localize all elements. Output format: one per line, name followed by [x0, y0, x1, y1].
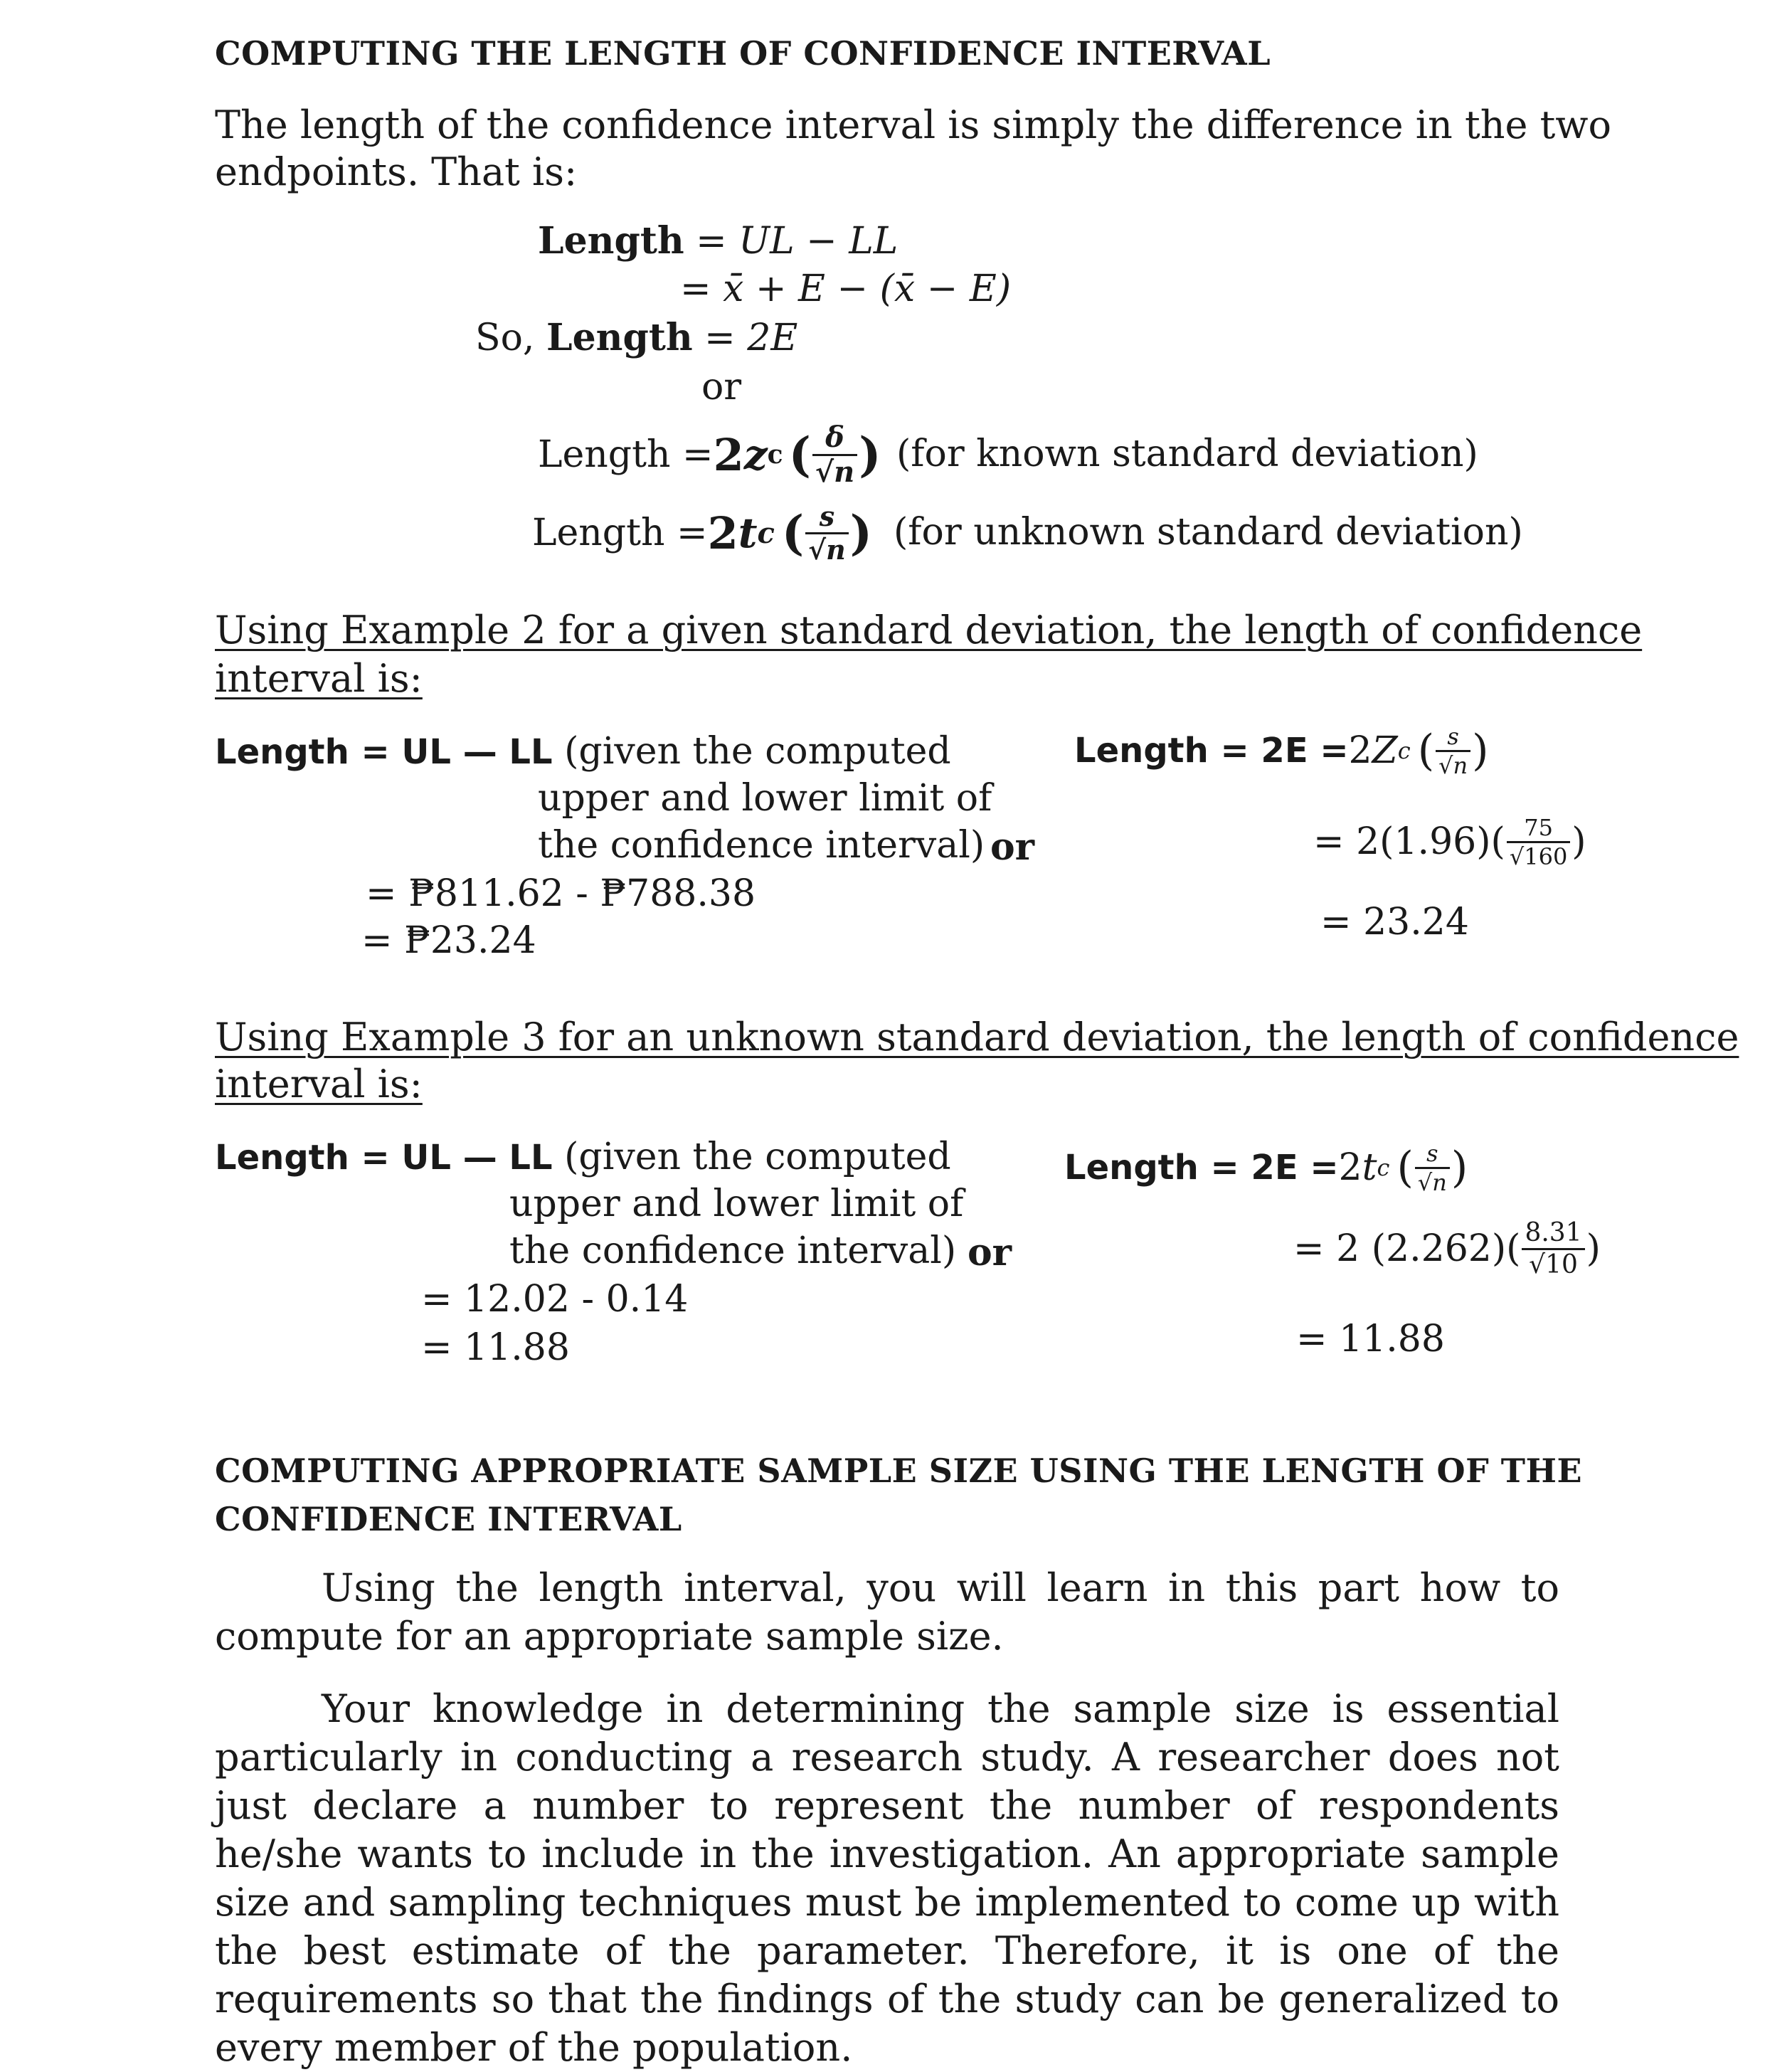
coefficient: 2: [713, 428, 744, 481]
subscript: c: [1377, 1154, 1390, 1181]
numerator: s: [805, 503, 849, 534]
example3-or: or: [968, 1231, 1012, 1274]
subscript: c: [1397, 737, 1411, 764]
known-sd-note: (for known standard deviation): [896, 433, 1478, 475]
section-heading-sample-size-1: COMPUTING APPROPRIATE SAMPLE SIZE USING THE LENGTH OF THE: [215, 1452, 1583, 1490]
suffix: ): [1586, 1227, 1601, 1270]
z-symbol: Z: [1372, 729, 1398, 772]
length-word: Length: [546, 316, 693, 359]
example3-calc-2: = 11.88: [421, 1326, 570, 1369]
numerator: 8.31: [1522, 1220, 1584, 1250]
or-text: or: [701, 366, 742, 408]
intro-line-1: The length of the confidence interval is simply the difference in the two: [215, 102, 1612, 147]
paragraph-1: Using the length interval, you will learn in this part how to compute for an appropriate sample size.: [215, 1565, 1559, 1659]
denominator: √n: [1417, 1168, 1447, 1196]
formula-length-2e: [475, 316, 797, 359]
coefficient: 2: [1348, 729, 1372, 772]
example3-heading-line-2: interval is:: [215, 1062, 423, 1106]
example2-right-calc-1: [1313, 803, 1586, 881]
coefficient: 2: [707, 507, 738, 559]
fraction: [1415, 1139, 1450, 1196]
z-symbol: z: [743, 430, 768, 479]
formula-unknown-sd: Length = 2 t c ( $\frac{s}{√n}$ ): [532, 500, 872, 566]
example2-note-line-3: the confidence interval): [538, 824, 985, 867]
unknown-sd-note: (for unknown standard deviation): [894, 511, 1523, 554]
numerator: s: [1415, 1142, 1450, 1169]
example2-calc-1: = ₱811.62 - ₱788.38: [366, 872, 756, 915]
denominator: √n: [808, 533, 846, 566]
example3-heading-line-1: Using Example 3 for an unknown standard deviation, the length of confidence: [215, 1015, 1739, 1059]
length-2e: Length = 2E =: [1064, 1148, 1339, 1188]
example2-heading-line-1: Using Example 2 for a given standard deviation, the length of confidence: [215, 608, 1643, 652]
subscript: c: [757, 516, 775, 550]
formula-rhs: = 2E: [692, 317, 798, 359]
section-heading-length: COMPUTING THE LENGTH OF CONFIDENCE INTERVAL: [215, 34, 1271, 73]
formula-length-ul-ll: [538, 219, 898, 263]
example3-note-line-3: the confidence interval): [509, 1230, 957, 1272]
formula-expansion: = x̄ + E − (x̄ − E): [680, 268, 1012, 310]
prefix: = 2(1.96)(: [1313, 820, 1505, 863]
numerator: δ: [812, 423, 857, 456]
denominator: √n: [1438, 751, 1468, 779]
example3-right-calc-1: [1293, 1210, 1601, 1288]
length-label: Length =: [538, 433, 714, 476]
example2-note-line-2: upper and lower limit of: [538, 777, 992, 820]
example2-left-formula: [215, 730, 951, 773]
example3-right-calc-2: = 11.88: [1296, 1318, 1445, 1360]
denominator: √160: [1509, 842, 1568, 870]
so-word: So,: [475, 317, 546, 359]
length-2e: Length = 2E =: [1074, 731, 1349, 771]
fraction: [1507, 813, 1570, 870]
length-ul-ll: Length = UL — LL: [215, 1138, 553, 1178]
formula-rhs: = UL − LL: [684, 220, 899, 263]
numerator: s: [1436, 725, 1470, 752]
example2-heading-line-2: interval is:: [215, 656, 423, 701]
example3-left-formula: [215, 1136, 951, 1178]
formula-known-sd: Length = 2 z c ( $\frac{\delta}{√n}$ ): [538, 420, 881, 489]
length-label: Length =: [532, 512, 708, 554]
prefix: = 2 (2.262)(: [1293, 1227, 1521, 1270]
note: (given the computed: [552, 1136, 951, 1178]
example2-right-formula: Length = 2E = 2 Z c ( $\frac{s}{√n}$ ): [1074, 722, 1489, 779]
fraction: [805, 500, 849, 566]
denominator: √n: [815, 455, 855, 489]
numerator: 75: [1507, 816, 1570, 843]
fraction: [812, 420, 857, 489]
suffix: ): [1571, 820, 1586, 863]
example3-right-formula: Length = 2E = 2 t c ( $\frac{s}{√n}$ ): [1064, 1139, 1468, 1196]
t-symbol: t: [738, 509, 758, 557]
t-symbol: t: [1362, 1146, 1377, 1189]
example3-note-line-2: upper and lower limit of: [509, 1183, 964, 1225]
section-heading-sample-size-2: CONFIDENCE INTERVAL: [215, 1500, 682, 1538]
paragraph-2: Your knowledge in determining the sample size is essential particularly in conducting a research study. A researcher does not just declare a number to represent the number of respondents he/she wants to include in the investigation. An appropriate sample size and sampling techniques must be implemented to come up with the best estimate of the parameter. Therefore, it is one of the requirements so that the findings of the study can be generalized to every member of the population.: [215, 1686, 1559, 2070]
subscript: c: [767, 440, 783, 470]
denominator: √10: [1529, 1249, 1578, 1279]
coefficient: 2: [1338, 1146, 1362, 1189]
length-word: Length: [538, 219, 684, 263]
example3-calc-1: = 12.02 - 0.14: [421, 1278, 689, 1321]
length-ul-ll: Length = UL — LL: [215, 732, 553, 772]
example2-right-calc-2: = 23.24: [1320, 901, 1469, 944]
intro-line-2: endpoints. That is:: [215, 149, 578, 194]
fraction: [1522, 1217, 1584, 1279]
fraction: [1436, 722, 1470, 779]
note: (given the computed: [552, 730, 951, 773]
example2-calc-2: = ₱23.24: [361, 919, 536, 962]
example2-or: or: [990, 825, 1035, 869]
